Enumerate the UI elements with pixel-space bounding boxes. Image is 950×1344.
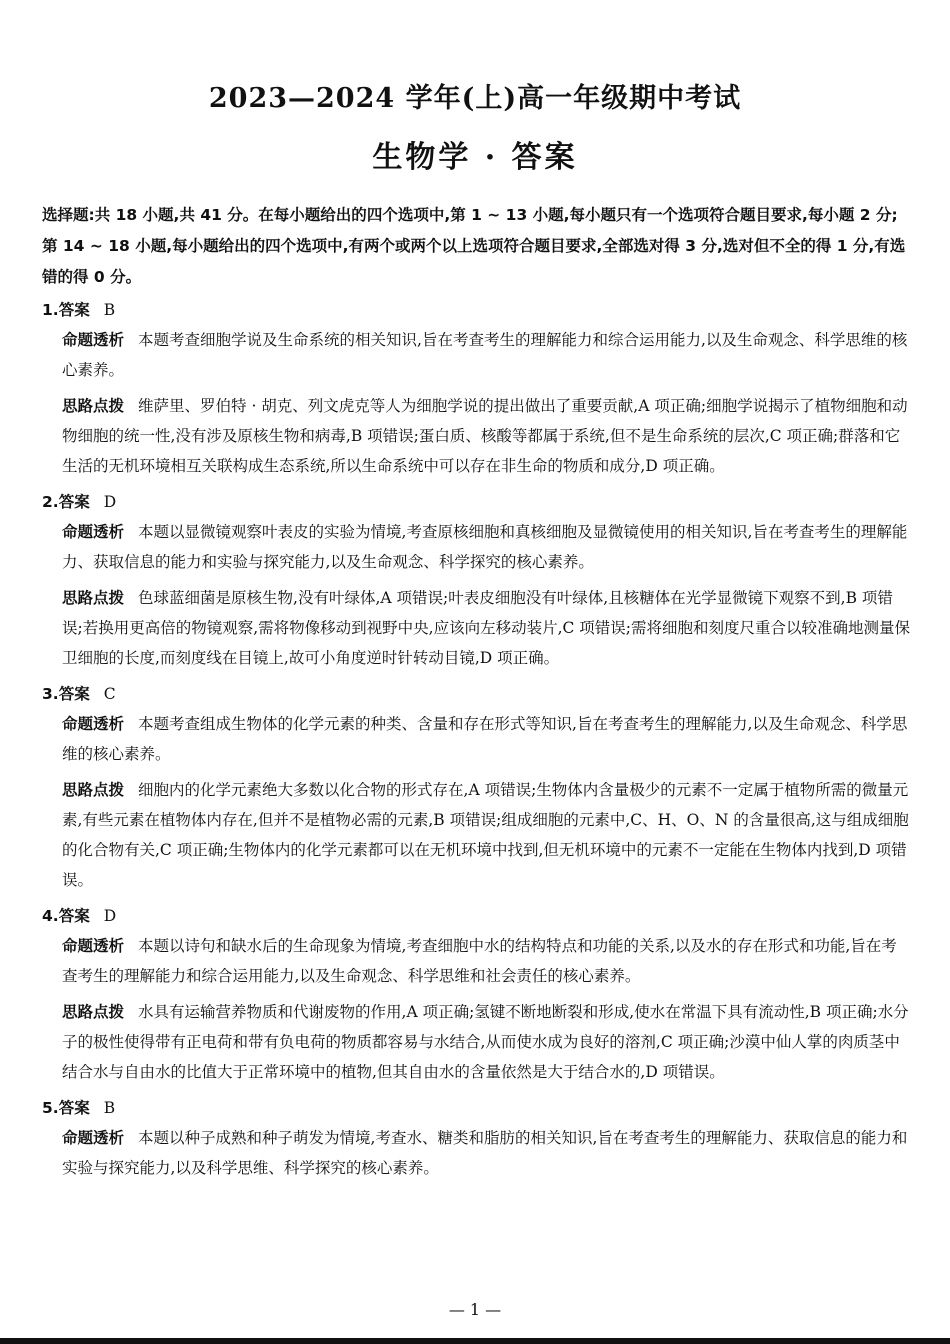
question-answer-line: [42, 295, 912, 325]
intent-paragraph: [42, 1123, 912, 1183]
intent-text: 本题以种子成熟和种子萌发为情境,考查水、糖类和脂肪的相关知识,旨在考查考生的理解能力、获取信息的能力和实验与探究能力,以及科学思维、科学探究的核心素养。: [62, 1129, 908, 1177]
question-answer-line: [42, 487, 912, 517]
intent-paragraph: [42, 517, 912, 577]
intent-text: 本题以诗句和缺水后的生命现象为情境,考查细胞中水的结构特点和功能的关系,以及水的存在形式和功能,旨在考查考生的理解能力和综合运用能力,以及生命观念、科学思维和社会责任的核心素养。: [62, 937, 897, 985]
question-answer-line: [42, 1093, 912, 1123]
intent-paragraph: [42, 931, 912, 991]
bottom-border: [0, 1338, 950, 1344]
intent-label: 命题透析: [62, 1129, 125, 1147]
analysis-label: 思路点拨: [62, 589, 125, 607]
answer-value: D: [103, 493, 117, 511]
question-answer-line: [42, 901, 912, 931]
question-number: 2.: [42, 493, 59, 511]
page-number: — 1 —: [448, 1300, 502, 1319]
intent-text: 本题以显微镜观察叶表皮的实验为情境,考查原核细胞和真核细胞及显微镜使用的相关知识,旨在考查考生的理解能力、获取信息的能力和实验与探究能力,以及生命观念、科学探究的核心素养。: [62, 523, 908, 571]
question-3: [42, 679, 912, 895]
analysis-label: 思路点拨: [62, 397, 125, 415]
question-number: 1.: [42, 301, 59, 319]
intent-paragraph: [42, 709, 912, 769]
intent-label: 命题透析: [62, 331, 125, 349]
answer-content: [42, 200, 912, 1189]
intent-paragraph: [42, 325, 912, 385]
intent-label: 命题透析: [62, 523, 125, 541]
analysis-paragraph: [42, 391, 912, 481]
page-title: 2023—2024 学年(上)高一年级期中考试: [208, 83, 742, 114]
intent-label: 命题透析: [62, 937, 125, 955]
answer-label: 答案: [58, 493, 90, 511]
analysis-text: 水具有运输营养物质和代谢废物的作用,A 项正确;氢键不断地断裂和形成,使水在常温下具有流动性,B 项正确;水分子的极性使得带有正电荷和带有负电荷的物质都容易与水结合,从而使水成为良好的溶剂,C 项正确;沙漠中仙人掌的肉质茎中结合水与自由水的比值大于正常环境中的植物,但其自由水的含量依然是大于结合水的,D 项错误。: [62, 1003, 909, 1081]
question-number: 4.: [42, 907, 59, 925]
analysis-paragraph: [42, 997, 912, 1087]
analysis-paragraph: [42, 775, 912, 895]
section-instructions: 选择题:共 18 小题,共 41 分。在每小题给出的四个选项中,第 1 ~ 13 小题,每小题只有一个选项符合题目要求,每小题 2 分;第 14 ~ 18 小题,每小题给出的四个选项中,有两个或两个以上选项符合题目要求,全部选对得 3 分,选对但不全的得 1 分,有选错的得 0 分。: [42, 206, 906, 286]
question-5: [42, 1093, 912, 1183]
analysis-paragraph: [42, 583, 912, 673]
answer-label: 答案: [58, 907, 90, 925]
question-number: 3.: [42, 685, 59, 703]
answer-value: C: [103, 685, 116, 703]
answer-value: B: [103, 301, 116, 319]
analysis-text: 维萨里、罗伯特 · 胡克、列文虎克等人为细胞学说的提出做出了重要贡献,A 项正确;细胞学说揭示了植物细胞和动物细胞的统一性,没有涉及原核生物和病毒,B 项错误;蛋白质、核酸等都属于系统,但不是生命系统的层次,C 项正确;群落和它生活的无机环境相互关联构成生态系统,所以生命系统中可以存在非生命的物质和成分,D 项正确。: [62, 397, 908, 475]
answer-label: 答案: [58, 1099, 90, 1117]
question-4: [42, 901, 912, 1087]
answer-label: 答案: [58, 685, 90, 703]
analysis-label: 思路点拨: [62, 781, 125, 799]
question-2: [42, 487, 912, 673]
analysis-text: 细胞内的化学元素绝大多数以化合物的形式存在,A 项错误;生物体内含量极少的元素不一定属于植物所需的微量元素,有些元素在植物体内存在,但并不是植物必需的元素,B 项错误;组成细胞的元素中,C、H、O、N 的含量很高,这与组成细胞的化合物有关,C 项正确;生物体内的化学元素都可以在无机环境中找到,但无机环境中的元素不一定能在生物体内找到,D 项错误。: [62, 781, 909, 889]
question-answer-line: [42, 679, 912, 709]
analysis-text: 色球蓝细菌是原核生物,没有叶绿体,A 项错误;叶表皮细胞没有叶绿体,且核糖体在光学显微镜下观察不到,B 项错误;若换用更高倍的物镜观察,需将物像移动到视野中央,应该向左移动装片,C 项错误;需将细胞和刻度尺重合以较准确地测量保卫细胞的长度,而刻度线在目镜上,故可小角度逆时针转动目镜,D 项正确。: [62, 589, 911, 667]
intent-text: 本题考查组成生物体的化学元素的种类、含量和存在形式等知识,旨在考查考生的理解能力,以及生命观念、科学思维的核心素养。: [62, 715, 908, 763]
intent-label: 命题透析: [62, 715, 125, 733]
answer-value: D: [103, 907, 117, 925]
answer-label: 答案: [58, 301, 90, 319]
question-number: 5.: [42, 1099, 59, 1117]
page-subtitle: 生物学 · 答案: [372, 140, 578, 175]
question-1: [42, 295, 912, 481]
analysis-label: 思路点拨: [62, 1003, 125, 1021]
answer-value: B: [103, 1099, 116, 1117]
intent-text: 本题考查细胞学说及生命系统的相关知识,旨在考查考生的理解能力和综合运用能力,以及生命观念、科学思维的核心素养。: [62, 331, 908, 379]
